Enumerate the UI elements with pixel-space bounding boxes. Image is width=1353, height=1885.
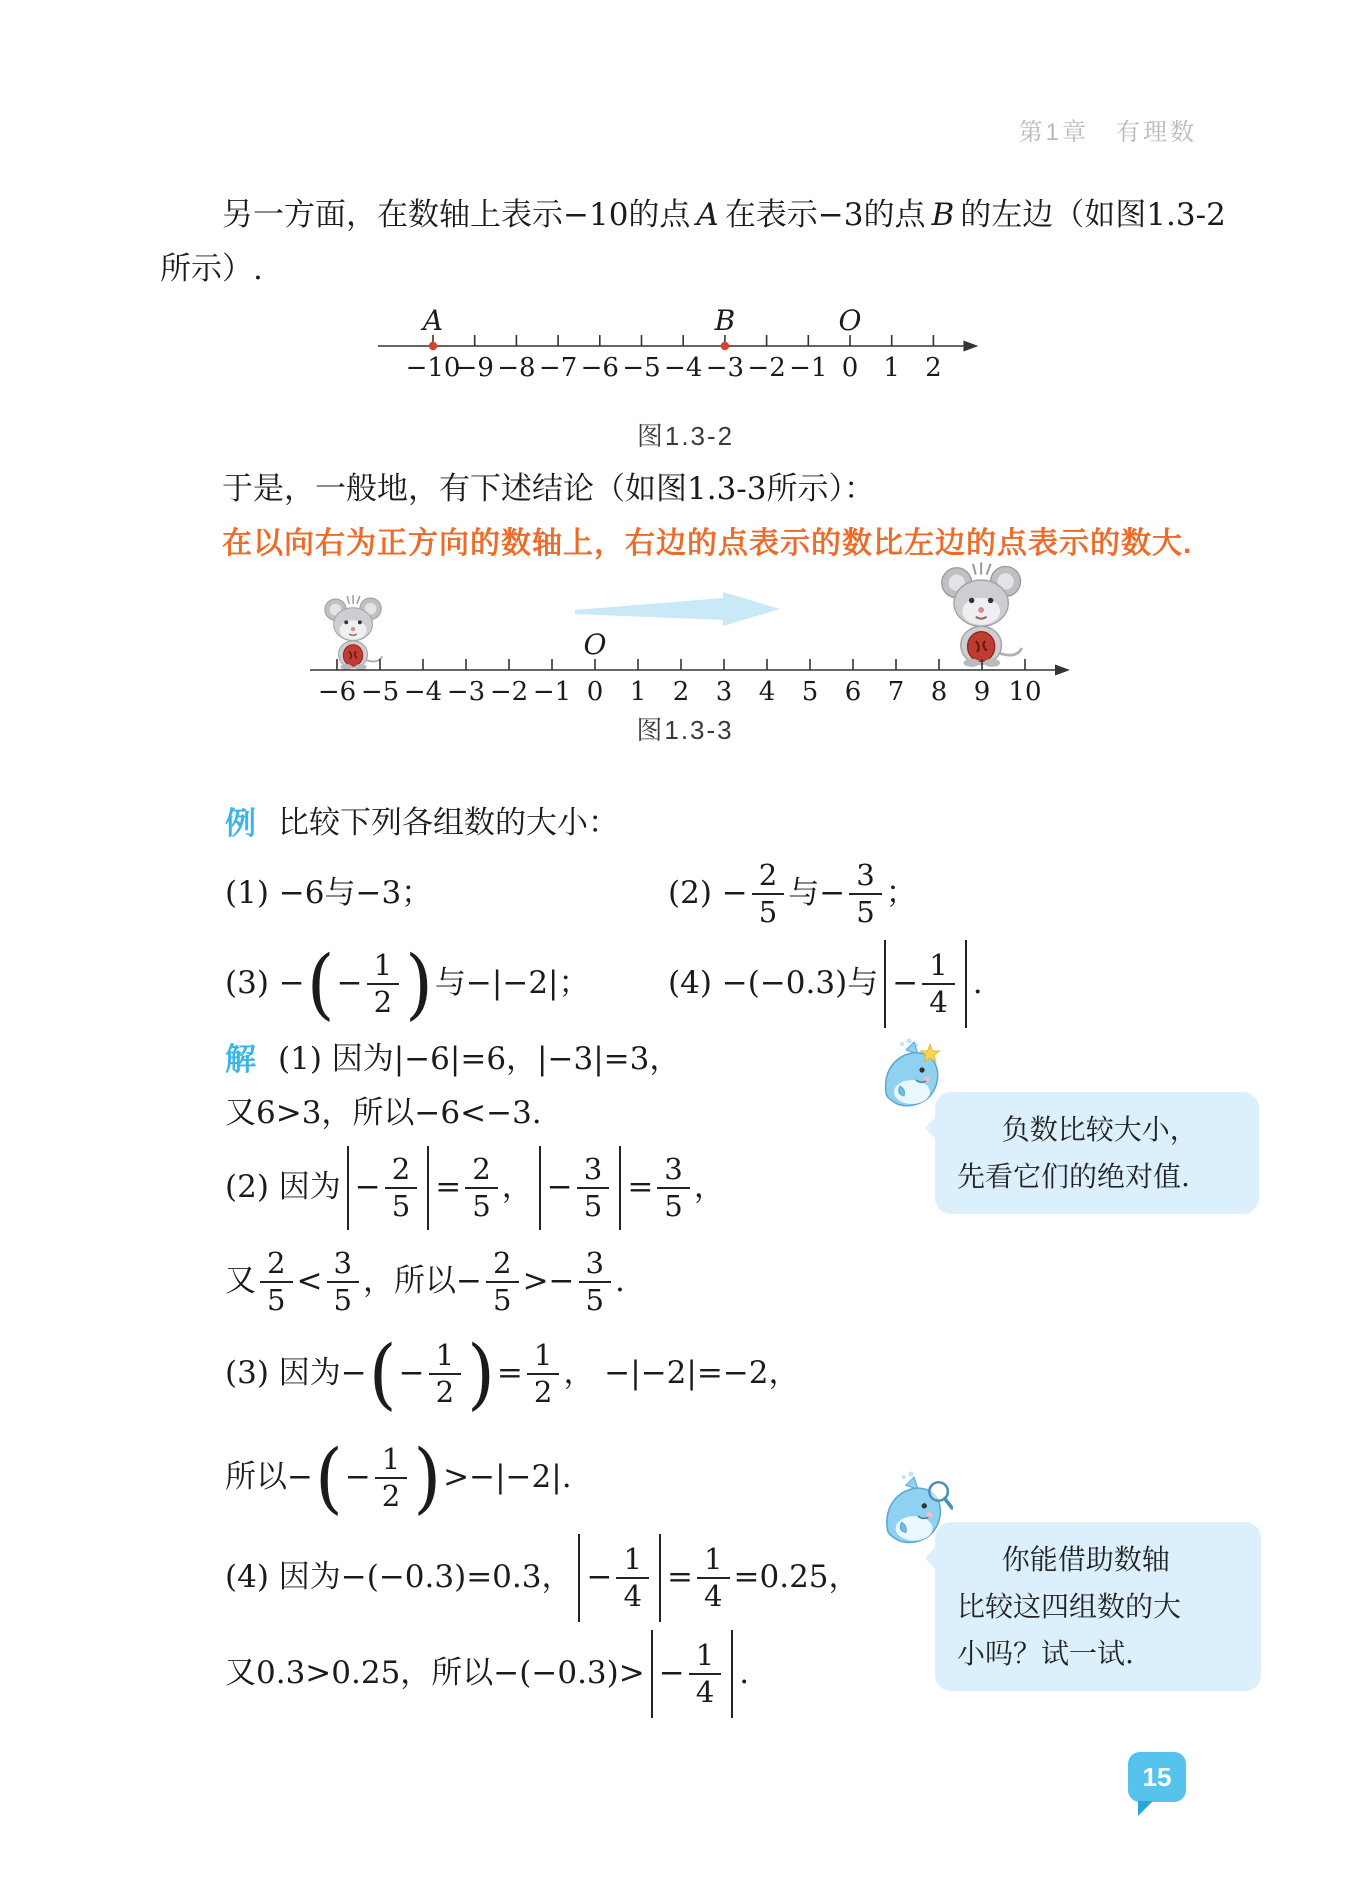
- solution-line-8: 又0.3>0.25，所以−(−0.3)> − $\frac{1}{4}$ .: [225, 1630, 749, 1718]
- highlighted-rule: 在以向右为正方向的数轴上，右边的点表示的数比左边的点表示的数大.: [222, 527, 1193, 560]
- svg-text:6: 6: [844, 677, 862, 707]
- hint-bubble-number-line: [935, 1522, 1261, 1691]
- hint-line: 先看它们的绝对值.: [957, 1160, 1190, 1193]
- svg-text:−5: −5: [622, 353, 661, 383]
- svg-text:−1: −1: [789, 353, 828, 383]
- svg-text:−10: −10: [405, 353, 461, 383]
- hint-line: 你能借助数轴: [1001, 1543, 1170, 1576]
- svg-text:2: 2: [672, 677, 690, 707]
- figure-1-3-3-numberline: [310, 598, 1100, 718]
- svg-text:−2: −2: [489, 677, 529, 707]
- solution-label: 解: [225, 1042, 256, 1078]
- hint-line: 负数比较大小，: [1001, 1113, 1198, 1146]
- solution-line-6: 所以− ( − $\frac{1}{2}$ ) >−|−2|.: [225, 1432, 572, 1523]
- svg-text:−4: −4: [403, 677, 443, 707]
- hint-line: 比较这四组数的大: [957, 1590, 1182, 1623]
- svg-text:−7: −7: [538, 353, 578, 383]
- svg-text:0: 0: [841, 353, 859, 383]
- hint-bubble-absolute-value: [935, 1092, 1259, 1214]
- svg-text:−4: −4: [664, 353, 703, 383]
- svg-text:B: B: [714, 304, 736, 337]
- problem-3: (3) − ( − $\frac{1}{2}$ ) 与−|−2|；: [225, 938, 590, 1029]
- svg-text:4: 4: [758, 677, 776, 707]
- chapter-header: 第1章 有理数: [1018, 119, 1197, 146]
- svg-text:−8: −8: [497, 353, 536, 383]
- intro-paragraph-line2: 所示）.: [160, 251, 263, 288]
- example-heading: [225, 800, 619, 848]
- svg-text:8: 8: [930, 677, 948, 707]
- svg-text:−9: −9: [455, 353, 494, 383]
- svg-text:5: 5: [801, 677, 819, 707]
- page-number-badge: [1128, 1752, 1186, 1802]
- svg-text:O: O: [838, 304, 862, 337]
- problem-2: (2) − $\frac{2}{5}$ 与− $\frac{3}{5}$ ；: [668, 857, 917, 929]
- example-label: 例: [225, 806, 256, 842]
- svg-text:0: 0: [586, 677, 604, 707]
- problem-4: (4) −(−0.3)与 − $\frac{1}{4}$ .: [668, 940, 983, 1028]
- problem-1: (1) −6与−3；: [225, 875, 433, 912]
- svg-text:7: 7: [887, 677, 905, 707]
- svg-text:−3: −3: [446, 677, 486, 707]
- solution-line-4: 又 $\frac{2}{5}$ < $\frac{3}{5}$ ，所以− $\frac{2}{5}$ >− $\frac{3}{5}$ .: [225, 1245, 625, 1317]
- svg-text:3: 3: [715, 677, 733, 707]
- figure-1-3-2-numberline: [378, 300, 1038, 415]
- svg-text:−2: −2: [747, 353, 786, 383]
- svg-text:−6: −6: [580, 353, 619, 383]
- svg-text:−1: −1: [532, 677, 572, 707]
- hint-line: 小吗？试一试.: [957, 1637, 1134, 1670]
- svg-text:1: 1: [629, 677, 647, 707]
- svg-text:O: O: [583, 628, 607, 661]
- svg-text:−6: −6: [317, 677, 357, 707]
- figure-1-3-2-caption: 图1.3-2: [636, 421, 735, 451]
- solution-line-7: (4) 因为−(−0.3)=0.3， − $\frac{1}{4}$ = $\frac{1}{4}$ =0.25，: [225, 1534, 860, 1622]
- svg-text:9: 9: [973, 677, 991, 707]
- transition-paragraph: 于是，一般地，有下述结论（如图1.3-3所示）：: [222, 471, 875, 508]
- example-text: 比较下列各组数的大小：: [278, 805, 619, 842]
- svg-text:2: 2: [925, 353, 942, 383]
- svg-text:1: 1: [883, 353, 900, 383]
- svg-text:−5: −5: [360, 677, 400, 707]
- badge-tail: [1138, 1801, 1153, 1816]
- solution-line-1: 解 (1) 因为|−6|=6，|−3|=3，: [225, 1041, 681, 1078]
- solution-line-2: 又6>3，所以−6<−3.: [225, 1095, 542, 1132]
- svg-text:A: A: [422, 304, 444, 337]
- solution-line-5: (3) 因为− ( − $\frac{1}{2}$ ) = $\frac{1}{2}$ ， −|−2|=−2，: [225, 1328, 800, 1419]
- svg-text:10: 10: [1008, 677, 1042, 707]
- page-number: 15: [1142, 1761, 1172, 1792]
- figure-1-3-3-caption: 图1.3-3: [636, 715, 734, 745]
- svg-text:−3: −3: [705, 353, 745, 383]
- intro-paragraph-line1: 另一方面，在数轴上表示−10的点 A 在表示−3的点 B 的左边（如图1.3-2: [222, 197, 1226, 234]
- solution-line-3: (2) 因为 − $\frac{2}{5}$ = $\frac{2}{5}$ ， − $\frac{3}{5}$ = $\frac{3}{5}$ ，: [225, 1146, 725, 1230]
